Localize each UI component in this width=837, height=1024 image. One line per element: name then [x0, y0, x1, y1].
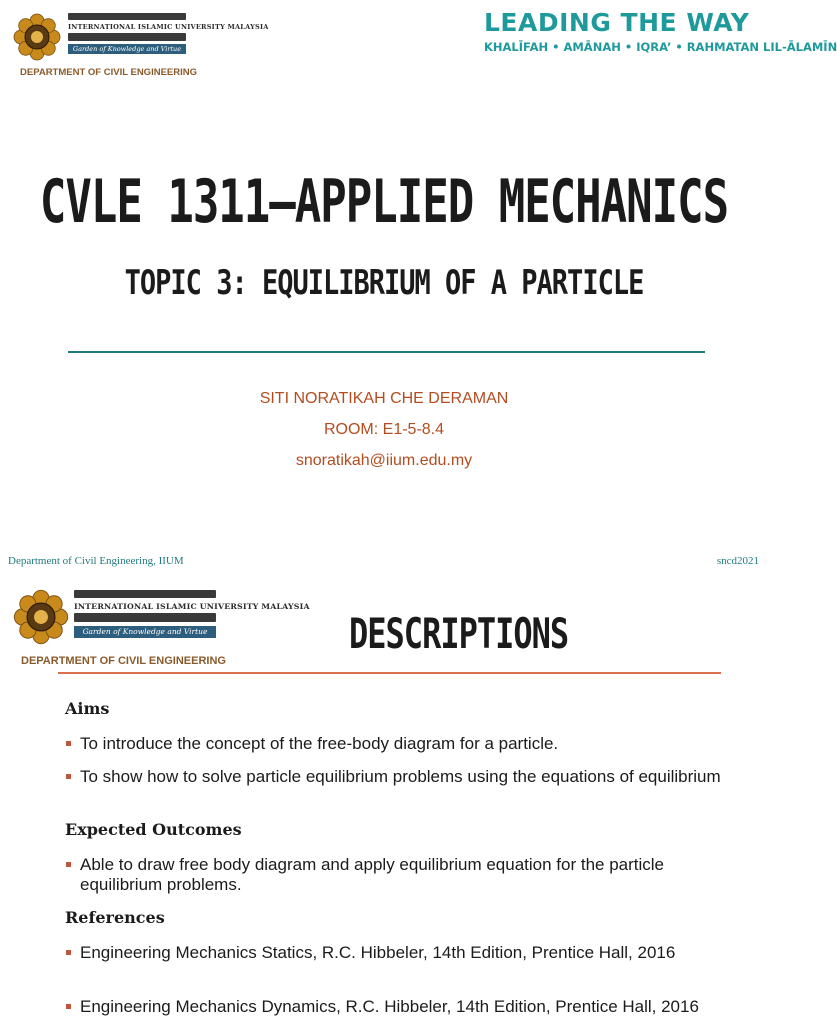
arabic-name-line-1	[74, 590, 216, 598]
list-item	[66, 997, 726, 1017]
list-item-text: Engineering Mechanics Dynamics, R.C. Hibbeler, 14th Edition, Prentice Hall, 2016	[80, 997, 699, 1016]
university-name: INTERNATIONAL ISLAMIC UNIVERSITY MALAYSIA	[74, 602, 310, 611]
department-label: DEPARTMENT OF CIVIL ENGINEERING	[21, 655, 226, 667]
bullet-icon	[66, 950, 71, 955]
descriptions-title: DESCRIPTIONS	[349, 609, 569, 659]
course-title: CVLE 1311–APPLIED MECHANICS	[39, 168, 729, 237]
aims-heading: Aims	[65, 699, 110, 718]
university-logo-2	[12, 586, 310, 670]
list-item	[66, 767, 726, 787]
arabic-name-line-2	[68, 33, 186, 41]
list-item-text: Engineering Mechanics Statics, R.C. Hibbeler, 14th Edition, Prentice Hall, 2016	[80, 943, 676, 962]
department-label: DEPARTMENT OF CIVIL ENGINEERING	[20, 67, 197, 78]
iium-seal-icon	[12, 588, 70, 646]
leading-the-way-title: LEADING THE WAY	[484, 8, 750, 37]
core-values-line: KHALĪFAH • AMĀNAH • IQRA’ • RAHMATAN LIL-ĀLAMĪN	[484, 40, 837, 54]
list-item	[66, 855, 726, 895]
bullet-icon	[66, 741, 71, 746]
university-name: INTERNATIONAL ISLAMIC UNIVERSITY MALAYSIA	[68, 23, 269, 31]
title-divider	[68, 351, 705, 353]
lecturer-name: SITI NORATIKAH CHE DERAMAN	[259, 390, 509, 407]
references-heading: References	[65, 908, 165, 927]
room-number: ROOM: E1-5-8.4	[323, 421, 445, 438]
arabic-name-line-1	[68, 13, 186, 20]
iium-seal-icon	[12, 12, 62, 62]
list-item	[66, 943, 726, 963]
footer-code: sncd2021	[716, 555, 759, 567]
email-address: snoratikah@iium.edu.my	[295, 452, 473, 469]
list-item	[66, 734, 726, 754]
topic-title: TOPIC 3: EQUILIBRIUM OF A PARTICLE	[124, 264, 644, 303]
arabic-name-line-2	[74, 613, 216, 622]
logo-tagline: Garden of Knowledge and Virtue	[68, 44, 186, 54]
bullet-icon	[66, 1004, 71, 1009]
outcomes-heading: Expected Outcomes	[65, 820, 242, 839]
list-item-text: Able to draw free body diagram and apply equilibrium equation for the particle equilibrium problems.	[80, 855, 665, 894]
bullet-icon	[66, 774, 71, 779]
footer-department: Department of Civil Engineering, IIUM	[8, 555, 184, 567]
list-item-text: To show how to solve particle equilibrium problems using the equations of equilibrium	[80, 767, 721, 786]
bullet-icon	[66, 862, 71, 867]
title-divider	[58, 672, 721, 674]
logo-tagline: Garden of Knowledge and Virtue	[74, 626, 216, 638]
university-logo	[12, 10, 269, 82]
list-item-text: To introduce the concept of the free-body diagram for a particle.	[80, 734, 559, 753]
